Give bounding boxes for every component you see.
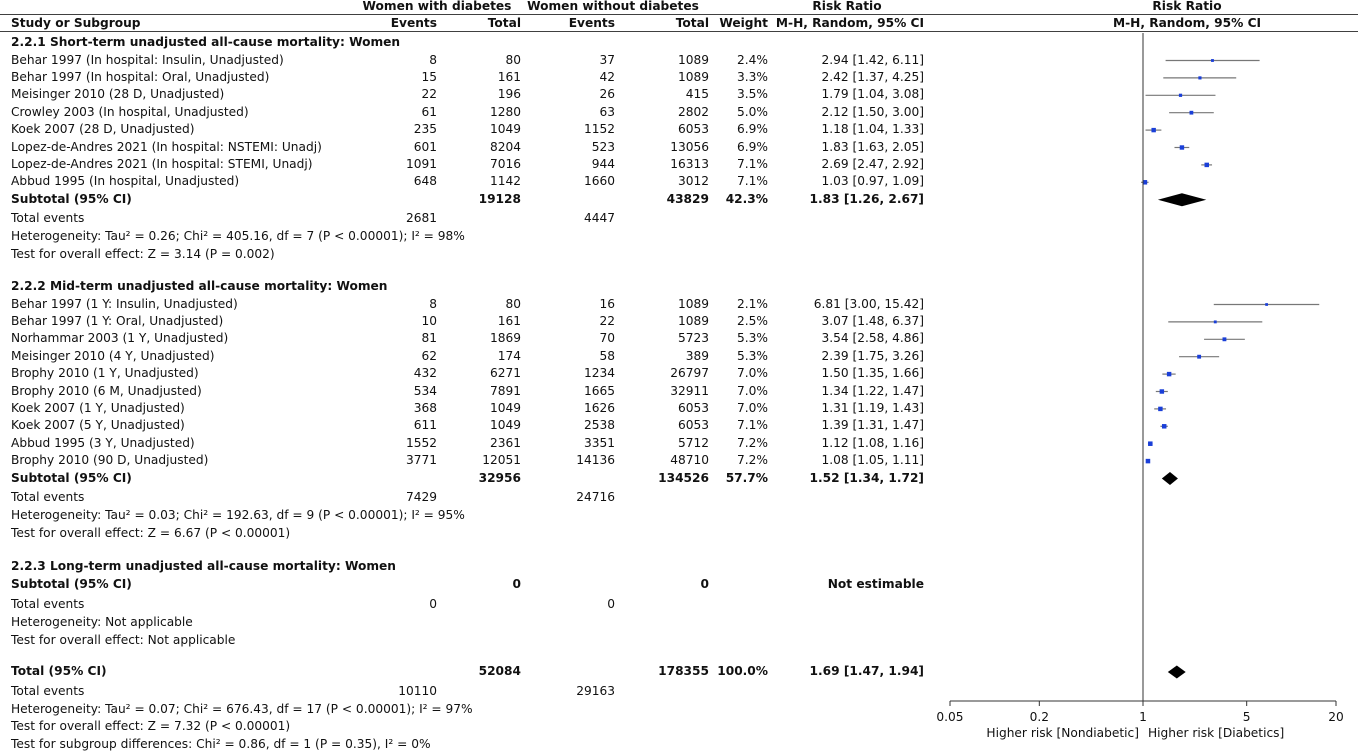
study-ci-marker [1168, 320, 1262, 323]
total-events-label: Total events [11, 596, 85, 611]
events-nondiabetes: 42 [599, 69, 615, 84]
subtotal-weight: 57.7% [725, 470, 768, 485]
study-risk-ratio: 1.03 [0.97, 1.09] [821, 174, 924, 189]
total-heterogeneity: Heterogeneity: Tau² = 0.07; Chi² = 676.43, df = 17 (P < 0.00001); I² = 97% [11, 702, 473, 716]
subtotal-total-nondiabetes: 0 [700, 576, 709, 591]
total-nondiabetes: 16313 [670, 156, 709, 171]
events-nondiabetes: 26 [599, 87, 615, 102]
events-diabetes: 648 [413, 174, 437, 189]
study-ci-marker [1174, 145, 1189, 149]
heterogeneity-text: Heterogeneity: Tau² = 0.26; Chi² = 405.16, df = 7 (P < 0.00001); I² = 98% [11, 228, 465, 243]
point-estimate [1223, 337, 1227, 341]
total-events-nondiabetes: 29163 [576, 684, 615, 698]
total-risk-ratio: 1.69 [1.47, 1.94] [809, 664, 924, 678]
total-events-diabetes: 10110 [398, 684, 437, 698]
total-nondiabetes: 6053 [677, 122, 709, 137]
total-diabetes: 8204 [489, 139, 521, 154]
study-name: Abbud 1995 (In hospital, Unadjusted) [11, 174, 240, 189]
subtotal-diamond [1162, 472, 1178, 485]
events-diabetes: 8 [429, 296, 437, 311]
total-diabetes: 1049 [489, 418, 521, 433]
total-diabetes: 161 [497, 69, 521, 84]
study-weight: 7.0% [737, 383, 768, 398]
total-label: Total (95% CI) [11, 664, 107, 678]
point-estimate [1146, 459, 1151, 464]
study-name: Brophy 2010 (6 M, Unadjusted) [11, 383, 202, 398]
rr-table-method: M-H, Random, 95% CI [775, 16, 924, 30]
study-weight: 7.1% [737, 418, 768, 433]
total-nondiabetes: 5712 [677, 435, 709, 450]
point-estimate [1158, 407, 1162, 411]
total-nondiabetes: 6053 [677, 418, 709, 433]
group2-header: Women without diabetes [527, 0, 699, 13]
total-nondiabetes: 389 [685, 348, 709, 363]
total-diabetes: 12051 [482, 453, 521, 468]
subtotal-label: Subtotal (95% CI) [11, 576, 132, 591]
study-ci-marker [1146, 94, 1216, 97]
study-ci-marker [1204, 337, 1245, 341]
subtotal-total-diabetes: 0 [512, 576, 521, 591]
subtotal-total-diabetes: 32956 [478, 470, 521, 485]
study-weight: 3.5% [737, 87, 768, 102]
events-diabetes: 235 [413, 122, 437, 137]
weight-header: Weight [719, 16, 768, 30]
total2-header: Total [675, 16, 709, 30]
events-diabetes: 601 [413, 139, 437, 154]
study-weight: 2.4% [737, 52, 768, 67]
subgroup-title: 2.2.1 Short-term unadjusted all-cause mortality: Women [11, 35, 401, 49]
study-weight: 3.3% [737, 69, 768, 84]
study-risk-ratio: 1.39 [1.31, 1.47] [821, 418, 924, 433]
total-nondiabetes: 1089 [677, 313, 709, 328]
x-tick-label: 0.2 [1029, 710, 1050, 724]
total-events-diabetes: 7429 [405, 489, 437, 504]
total-events-nondiabetes: 24716 [576, 489, 615, 504]
total-events-label: Total events [11, 489, 85, 504]
study-risk-ratio: 1.31 [1.19, 1.43] [821, 400, 924, 415]
study-name: Lopez-de-Andres 2021 (In hospital: NSTEMI: Unadj) [11, 139, 322, 154]
total-nondiabetes: 32911 [670, 383, 709, 398]
study-weight: 5.3% [737, 348, 768, 363]
events-diabetes: 432 [413, 366, 437, 381]
study-ci-marker [1160, 424, 1167, 428]
events-diabetes: 62 [421, 348, 437, 363]
study-weight: 7.0% [737, 366, 768, 381]
subtotal-total-nondiabetes: 43829 [666, 191, 709, 206]
total-nondiabetes: 6053 [677, 400, 709, 415]
events-nondiabetes: 2538 [583, 418, 615, 433]
right-axis-label: Higher risk [Diabetics] [1148, 726, 1285, 740]
events-nondiabetes: 14136 [576, 453, 615, 468]
overall-effect-text: Test for overall effect: Z = 3.14 (P = 0.002) [11, 246, 275, 261]
study-risk-ratio: 2.94 [1.42, 6.11] [821, 52, 924, 67]
study-ci-marker [1146, 128, 1162, 132]
events-diabetes: 10 [421, 313, 437, 328]
total-diabetes: 161 [497, 313, 521, 328]
total-nondiabetes: 5723 [677, 331, 709, 346]
study-risk-ratio: 2.12 [1.50, 3.00] [821, 104, 924, 119]
events-nondiabetes: 37 [599, 52, 615, 67]
point-estimate [1179, 94, 1182, 97]
subtotal-total-diabetes: 19128 [478, 191, 521, 206]
point-estimate [1190, 111, 1194, 115]
study-name: Koek 2007 (1 Y, Unadjusted) [11, 400, 185, 415]
study-name: Lopez-de-Andres 2021 (In hospital: STEMI, Unadj) [11, 156, 313, 171]
study-ci-marker [1162, 372, 1175, 376]
total-events-diabetes: 2681 [405, 210, 437, 225]
subtotal-weight: 42.3% [725, 191, 768, 206]
total-events-label: Total events [11, 210, 85, 225]
study-ci-marker [1148, 441, 1153, 446]
study-weight: 7.2% [737, 435, 768, 450]
study-ci-marker [1201, 163, 1212, 167]
events-nondiabetes: 1665 [583, 383, 615, 398]
study-ci-marker [1146, 459, 1151, 464]
study-risk-ratio: 1.50 [1.35, 1.66] [821, 366, 924, 381]
events-diabetes: 534 [413, 383, 437, 398]
events-nondiabetes: 58 [599, 348, 615, 363]
study-ci-marker [1156, 389, 1168, 393]
events-diabetes: 1091 [405, 156, 437, 171]
events-diabetes: 611 [413, 418, 437, 433]
events-nondiabetes: 1152 [583, 122, 615, 137]
total-events-nondiabetes: 4447 [583, 210, 615, 225]
study-name: Meisinger 2010 (28 D, Unadjusted) [11, 87, 225, 102]
total-nondiabetes: 3012 [677, 174, 709, 189]
study-risk-ratio: 1.83 [1.63, 2.05] [821, 139, 924, 154]
study-name: Behar 1997 (1 Y: Oral, Unadjusted) [11, 313, 224, 328]
subgroup-difference-test: Test for subgroup differences: Chi² = 0.86, df = 1 (P = 0.35), I² = 0% [11, 737, 431, 751]
study-name: Behar 1997 (In hospital: Insulin, Unadjusted) [11, 52, 284, 67]
study-name: Brophy 2010 (90 D, Unadjusted) [11, 453, 209, 468]
group1-header: Women with diabetes [362, 0, 512, 13]
study-ci-marker [1166, 59, 1260, 62]
total-nondiabetes: 48710 [670, 453, 709, 468]
events-nondiabetes: 22 [599, 313, 615, 328]
heterogeneity-text: Heterogeneity: Not applicable [11, 614, 193, 629]
total-nondiabetes: 178355 [658, 664, 709, 678]
total-diabetes: 1049 [489, 122, 521, 137]
events-diabetes: 1552 [405, 435, 437, 450]
events-nondiabetes: 1660 [583, 174, 615, 189]
study-name: Brophy 2010 (1 Y, Unadjusted) [11, 366, 199, 381]
subtotal-diamond [1158, 193, 1206, 206]
total-diabetes: 52084 [478, 664, 521, 678]
total-diabetes: 174 [497, 348, 521, 363]
study-risk-ratio: 2.42 [1.37, 4.25] [821, 69, 924, 84]
events-nondiabetes: 63 [599, 104, 615, 119]
study-weight: 7.1% [737, 156, 768, 171]
total-events-nondiabetes: 0 [607, 596, 615, 611]
total-events-diabetes: 0 [429, 596, 437, 611]
point-estimate [1167, 372, 1171, 376]
total-nondiabetes: 1089 [677, 296, 709, 311]
point-estimate [1160, 389, 1164, 393]
point-estimate [1205, 163, 1209, 167]
rr-table-title: Risk Ratio [812, 0, 882, 13]
point-estimate [1180, 145, 1184, 149]
events-diabetes: 368 [413, 400, 437, 415]
subtotal-label: Subtotal (95% CI) [11, 191, 132, 206]
study-ci-marker [1154, 407, 1166, 411]
point-estimate [1265, 303, 1268, 306]
study-weight: 5.3% [737, 331, 768, 346]
events-diabetes: 81 [421, 331, 437, 346]
study-name: Behar 1997 (In hospital: Oral, Unadjusted) [11, 69, 270, 84]
events-nondiabetes: 16 [599, 296, 615, 311]
total-nondiabetes: 1089 [677, 69, 709, 84]
overall-effect-text: Test for overall effect: Not applicable [11, 632, 236, 647]
study-ci-marker [1214, 303, 1319, 306]
study-name: Behar 1997 (1 Y: Insulin, Unadjusted) [11, 296, 238, 311]
total-nondiabetes: 1089 [677, 52, 709, 67]
subgroup-title: 2.2.3 Long-term unadjusted all-cause mortality: Women [11, 559, 396, 573]
overall-effect-text: Test for overall effect: Z = 6.67 (P < 0.00001) [11, 525, 291, 540]
total-diabetes: 196 [497, 87, 521, 102]
total-diabetes: 1280 [489, 104, 521, 119]
total-diabetes: 80 [505, 296, 521, 311]
events1-header: Events [390, 16, 437, 30]
x-tick-label: 1 [1139, 710, 1147, 724]
study-weight: 2.5% [737, 313, 768, 328]
x-tick-label: 5 [1242, 710, 1251, 724]
total-diabetes: 6271 [489, 366, 521, 381]
study-ci-marker [1179, 355, 1219, 359]
total-nondiabetes: 2802 [677, 104, 709, 119]
total1-header: Total [487, 16, 521, 30]
events-nondiabetes: 1234 [583, 366, 615, 381]
total-overall-effect: Test for overall effect: Z = 7.32 (P < 0.00001) [11, 719, 291, 733]
study-name: Abbud 1995 (3 Y, Unadjusted) [11, 435, 195, 450]
events-nondiabetes: 523 [591, 139, 615, 154]
heterogeneity-text: Heterogeneity: Tau² = 0.03; Chi² = 192.63, df = 9 (P < 0.00001); I² = 95% [11, 507, 465, 522]
study-risk-ratio: 1.34 [1.22, 1.47] [821, 383, 924, 398]
events-diabetes: 15 [421, 69, 437, 84]
total-nondiabetes: 415 [685, 87, 709, 102]
total-diabetes: 1049 [489, 400, 521, 415]
study-risk-ratio: 3.54 [2.58, 4.86] [821, 331, 924, 346]
x-tick-label: 0.05 [936, 710, 964, 724]
subtotal-risk-ratio: 1.52 [1.34, 1.72] [809, 470, 924, 485]
point-estimate [1197, 355, 1201, 359]
total-diabetes: 1142 [489, 174, 521, 189]
total-nondiabetes: 13056 [670, 139, 709, 154]
study-ci-marker [1141, 180, 1149, 184]
rr-plot-method: M-H, Random, 95% CI [1112, 16, 1262, 30]
study-weight: 7.2% [737, 453, 768, 468]
study-name: Norhammar 2003 (1 Y, Unadjusted) [11, 331, 229, 346]
study-weight: 6.9% [737, 139, 768, 154]
study-risk-ratio: 1.08 [1.05, 1.11] [821, 453, 924, 468]
subtotal-label: Subtotal (95% CI) [11, 470, 132, 485]
study-risk-ratio: 2.69 [2.47, 2.92] [821, 156, 924, 171]
study-risk-ratio: 6.81 [3.00, 15.42] [813, 296, 924, 311]
total-diamond [1168, 666, 1186, 679]
point-estimate [1148, 441, 1153, 446]
study-weight: 7.0% [737, 400, 768, 415]
events-nondiabetes: 70 [599, 331, 615, 346]
study-weight: 5.0% [737, 104, 768, 119]
left-axis-label: Higher risk [Nondiabetic] [986, 726, 1139, 740]
events-nondiabetes: 944 [591, 156, 615, 171]
total-weight: 100.0% [717, 664, 768, 678]
subtotal-risk-ratio: 1.83 [1.26, 2.67] [809, 191, 924, 206]
events-diabetes: 61 [421, 104, 437, 119]
study-weight: 6.9% [737, 122, 768, 137]
x-tick-label: 20 [1328, 710, 1344, 724]
subgroup-title: 2.2.2 Mid-term unadjusted all-cause mortality: Women [11, 279, 388, 293]
study-risk-ratio: 1.12 [1.08, 1.16] [821, 435, 924, 450]
study-risk-ratio: 2.39 [1.75, 3.26] [821, 348, 924, 363]
events-diabetes: 22 [421, 87, 437, 102]
subtotal-total-nondiabetes: 134526 [658, 470, 709, 485]
study-risk-ratio: 3.07 [1.48, 6.37] [821, 313, 924, 328]
study-ci-marker [1163, 76, 1236, 79]
total-nondiabetes: 26797 [670, 366, 709, 381]
study-risk-ratio: 1.18 [1.04, 1.33] [821, 122, 924, 137]
events-diabetes: 3771 [405, 453, 437, 468]
point-estimate [1162, 424, 1166, 428]
total-diabetes: 7016 [489, 156, 521, 171]
study-ci-marker [1169, 111, 1214, 115]
events-diabetes: 8 [429, 52, 437, 67]
subtotal-risk-ratio: Not estimable [827, 576, 924, 591]
point-estimate [1214, 320, 1217, 323]
total-diabetes: 80 [505, 52, 521, 67]
events-nondiabetes: 3351 [583, 435, 615, 450]
study-weight: 2.1% [737, 296, 768, 311]
study-name: Koek 2007 (5 Y, Unadjusted) [11, 418, 185, 433]
study-column-header: Study or Subgroup [11, 16, 141, 30]
study-name: Meisinger 2010 (4 Y, Unadjusted) [11, 348, 215, 363]
point-estimate [1198, 76, 1201, 79]
point-estimate [1151, 128, 1155, 132]
study-risk-ratio: 1.79 [1.04, 3.08] [821, 87, 924, 102]
rr-plot-title: Risk Ratio [1152, 0, 1222, 13]
study-weight: 7.1% [737, 174, 768, 189]
total-events-label: Total events [11, 684, 85, 698]
total-diabetes: 2361 [489, 435, 521, 450]
events2-header: Events [568, 16, 615, 30]
total-diabetes: 1869 [489, 331, 521, 346]
events-nondiabetes: 1626 [583, 400, 615, 415]
study-name: Crowley 2003 (In hospital, Unadjusted) [11, 104, 249, 119]
study-name: Koek 2007 (28 D, Unadjusted) [11, 122, 195, 137]
total-diabetes: 7891 [489, 383, 521, 398]
point-estimate [1211, 59, 1214, 62]
